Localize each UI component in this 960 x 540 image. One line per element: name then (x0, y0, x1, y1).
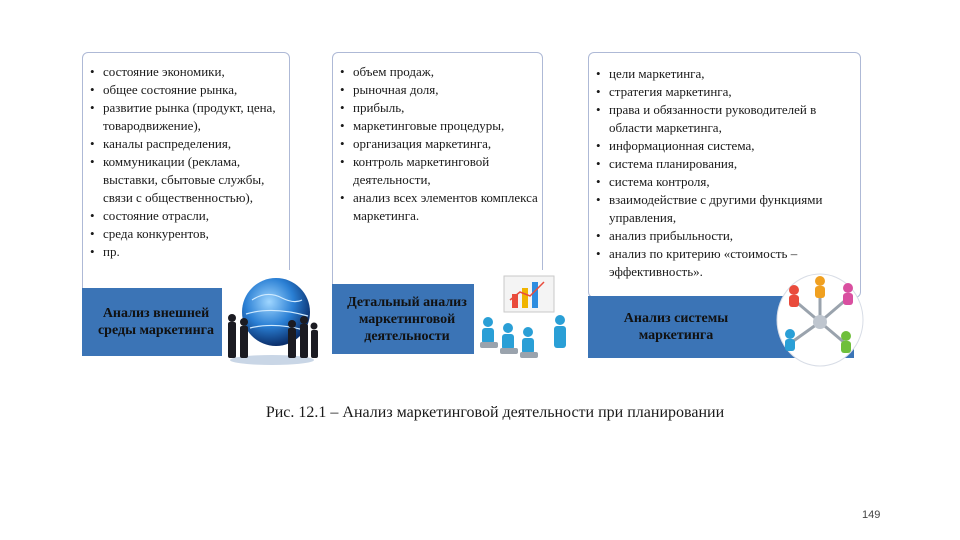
list-item: • анализ всех элементов комплекса маркетинга. (337, 189, 538, 225)
network-people-icon (776, 272, 864, 368)
list-item: • система планирования, (593, 155, 854, 173)
list-item: • объем продаж, (337, 63, 538, 81)
list-item: • цели маркетинга, (593, 65, 854, 83)
marketing-system-label-text: Анализ системы маркетинга (623, 311, 729, 343)
marketing-activity-label (332, 284, 482, 354)
meeting-presentation-icon (474, 270, 576, 360)
list-item: • анализ по критерию «стоимость – эффективность». (593, 245, 854, 281)
page-number: 149 (862, 509, 881, 521)
list-item: • организация маркетинга, (337, 135, 538, 153)
list-item: • коммуникации (реклама, выставки, сбытовые службы, связи с общественностью), (87, 153, 285, 207)
list-item: • состояние отрасли, (87, 207, 285, 225)
list-item: • маркетинговые процедуры, (337, 117, 538, 135)
marketing-system-list (589, 53, 860, 281)
marketing-activity-list (333, 53, 542, 225)
list-item: • общее состояние рынка, (87, 81, 285, 99)
list-item: • анализ прибыльности, (593, 227, 854, 245)
globe-businessmen-icon (222, 270, 322, 368)
list-item: • рыночная доля, (337, 81, 538, 99)
marketing-activity-label-text: Детальный анализ маркетинговой деятельности (347, 294, 467, 344)
panel-marketing-system (588, 52, 861, 298)
list-item: • каналы распределения, (87, 135, 285, 153)
external-environment-label (82, 288, 230, 356)
list-item: • развитие рынка (продукт, цена, товародвижение), (87, 99, 285, 135)
list-item: • среда конкурентов, (87, 225, 285, 243)
list-item: • прибыль, (337, 99, 538, 117)
list-item: • состояние экономики, (87, 63, 285, 81)
list-item: • стратегия маркетинга, (593, 83, 854, 101)
external-environment-list (83, 53, 289, 261)
list-item: • контроль маркетинговой деятельности, (337, 153, 538, 189)
external-environment-label-text: Анализ внешней среды маркетинга (97, 306, 215, 338)
list-item: • пр. (87, 243, 285, 261)
list-item: • информационная система, (593, 137, 854, 155)
list-item: • права и обязанности руководителей в области маркетинга, (593, 101, 854, 137)
list-item: • взаимодействие с другими функциями управления, (593, 191, 854, 227)
figure-caption: Рис. 12.1 – Анализ маркетинговой деятельности при планировании (265, 404, 725, 421)
list-item: • система контроля, (593, 173, 854, 191)
